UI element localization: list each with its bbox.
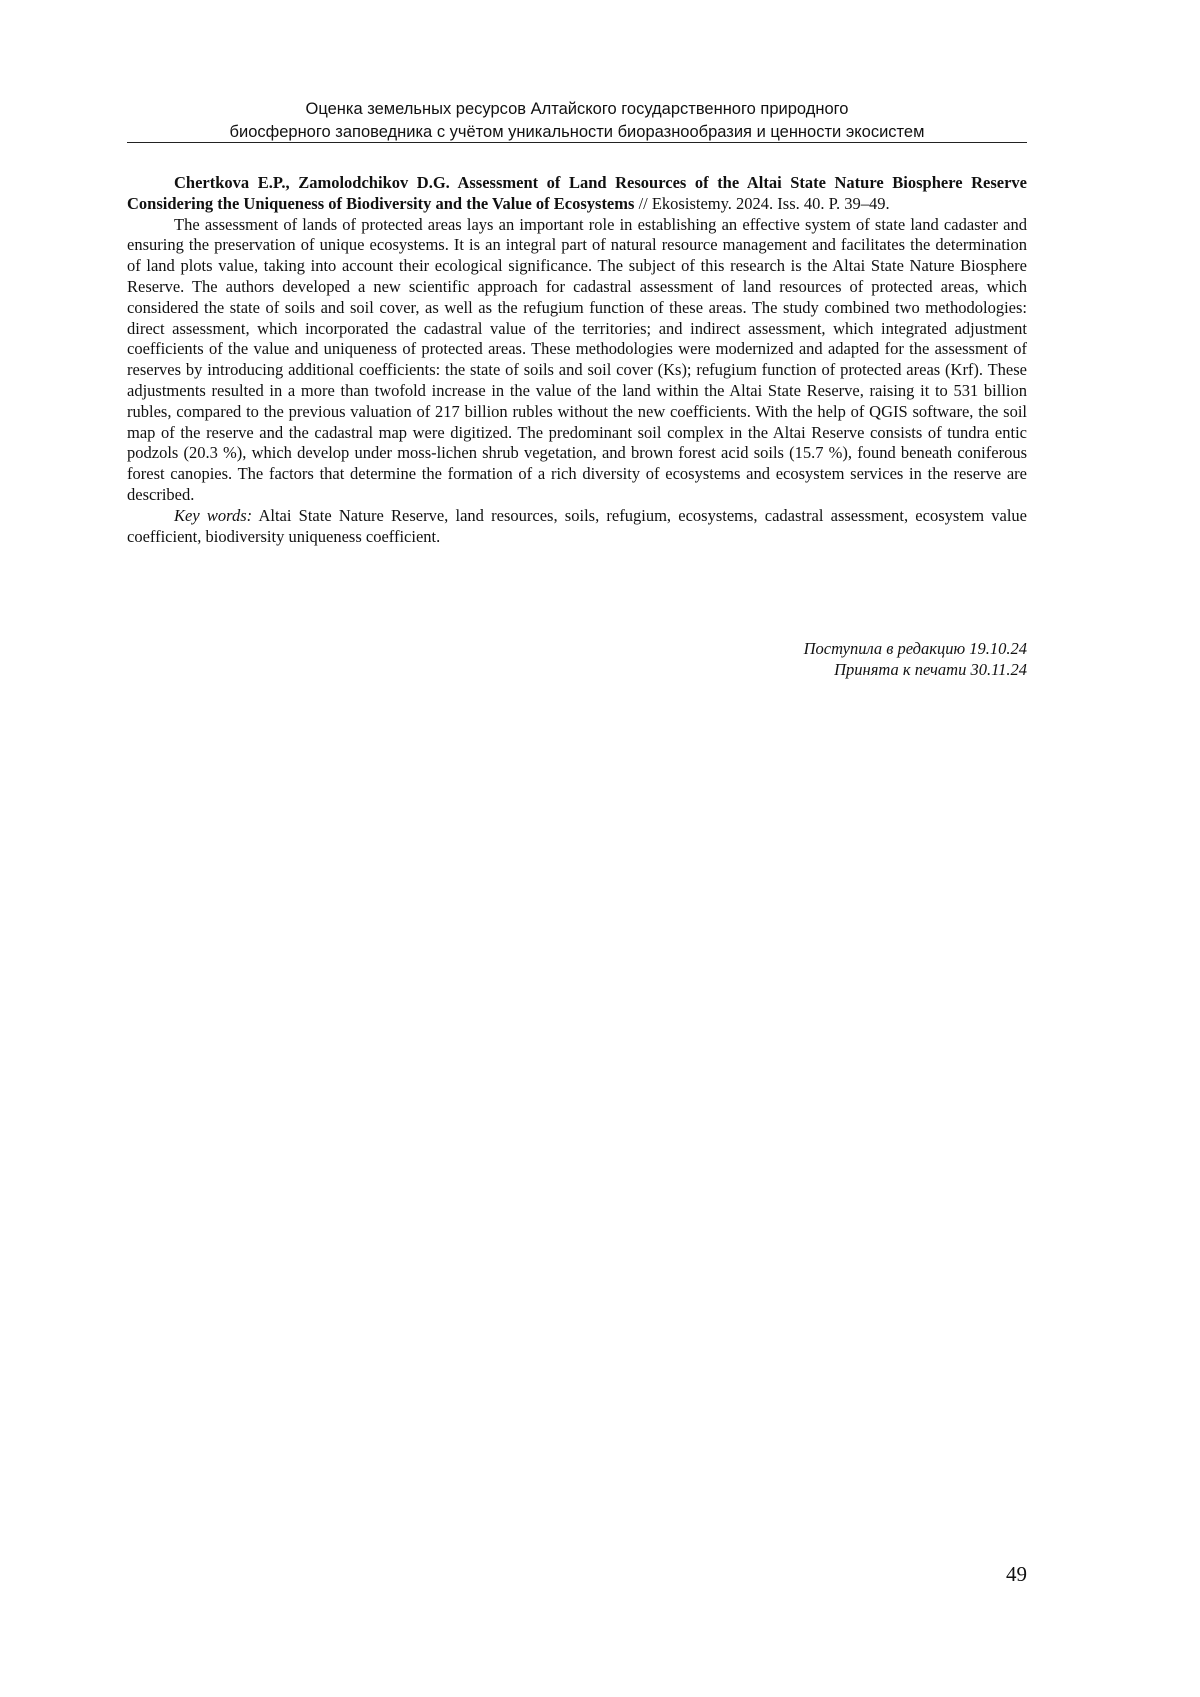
running-header-line-1: Оценка земельных ресурсов Алтайского государственного природного (305, 100, 849, 118)
keywords (127, 506, 1027, 548)
english-abstract (127, 173, 1027, 547)
accepted-date: Принята к печати 30.11.24 (834, 660, 1027, 679)
abstract-text: The assessment of lands of protected areas lays an important role in establishing an effective system of state land cadaster and ensuring the preservation of unique ecosystems. It is an integral part of natural resource management and facilitates the determination of land plots value, taking into account their ecological significance. The subject of this research is the Altai State Nature Biosphere Reserve. The authors developed a new scientific approach for cadastral assessment of land resources of protected areas, which considered the state of soils and soil cover, as well as the refugium function of these areas. The study combined two methodologies: direct assessment, which incorporated the cadastral value of the territories; and indirect assessment, which integrated adjustment coefficients of the value and uniqueness of protected areas. These methodologies were modernized and adapted for the assessment of reserves by introducing additional coefficients: the state of soils and soil cover (Ks); refugium function of protected areas (Krf). These adjustments resulted in a more than twofold increase in the value of the land within the Altai State Reserve, raising it to 531 billion rubles, compared to the previous valuation of 217 billion rubles without the new coefficients. With the help of QGIS software, the soil map of the reserve and the cadastral map were digitized. The predominant soil complex in the Altai Reserve consists of tundra entic podzols (20.3 %), which develop under moss-lichen shrub vegetation, and brown forest acid soils (15.7 %), found beneath coniferous forest canopies. The factors that determine the formation of a rich diversity of ecosystems and ecosystem services in the reserve are described. (127, 214, 1027, 504)
keywords-text: Altai State Nature Reserve, land resources, soils, refugium, ecosystems, cadastral assessment, ecosystem value coefficient, biodiversity uniqueness coefficient. (127, 505, 1028, 546)
page-number: 49 (1006, 1562, 1027, 1586)
submission-dates (627, 638, 1027, 680)
received-date: Поступила в редакцию 19.10.24 (803, 639, 1027, 658)
citation (127, 173, 1027, 215)
citation-authors-title: Chertkova E.P., Zamolodchikov D.G. Assessment of Land Resources of the Altai State Nature Biosphere Reserve Considering the Uniqueness of Biodiversity and the Value of Ecosystems (127, 173, 1027, 213)
keywords-label: Key words: (174, 505, 253, 525)
running-header-line-2: биосферного заповедника с учётом уникальности биоразнообразия и ценности экосистем (229, 123, 925, 141)
citation-source: // Ekosistemy. 2024. Iss. 40. P. 39–49. (634, 193, 890, 213)
header-rule (127, 142, 1027, 143)
running-header (127, 98, 1027, 144)
